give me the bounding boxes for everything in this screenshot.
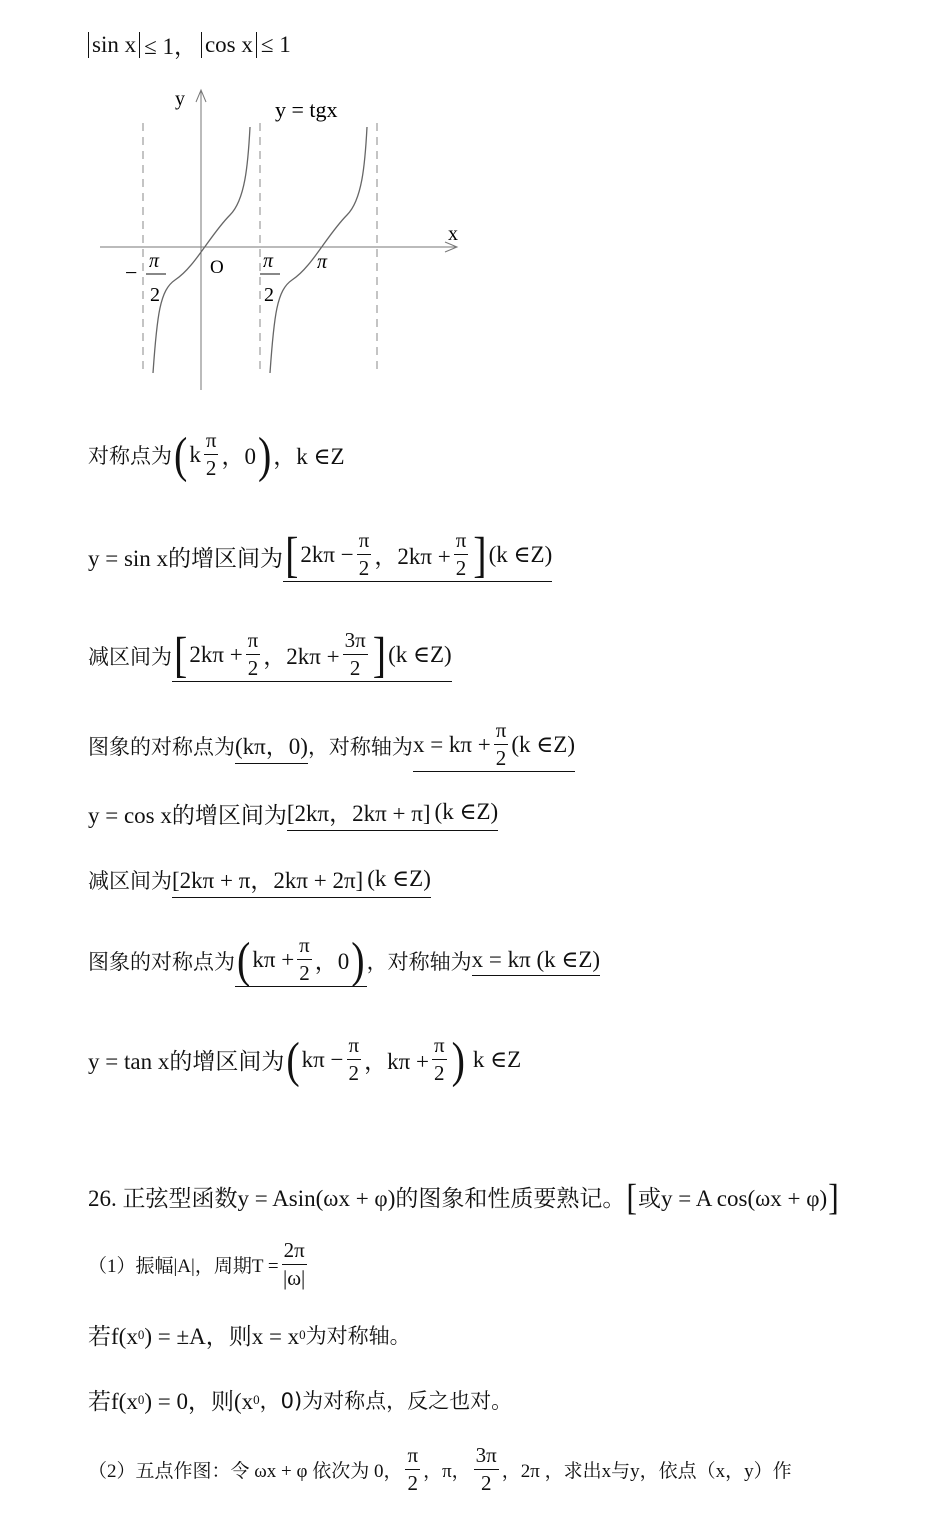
p1a-sub2: 0 [299,1326,306,1342]
half-pi-num: π [263,250,274,272]
sin-inc-frac2: $\frac{\pi}{2}$ [455,528,467,580]
tan-sym-k: k [189,441,201,467]
section-26-title: 26. 正弦型函数y = Asin(ωx + φ)的图象和性质要熟记。 [ 或y = A cos(ωx + φ) ] [88,1175,839,1218]
period-frac [282,1240,307,1289]
sin-sym-cond: (k ∈Z) [511,731,576,757]
sin-abs: sin x [88,32,140,58]
cos-decreasing-line [88,862,431,898]
cos-inc-text: [2kπ，2kπ + π] [286,801,431,826]
neg-sign: − [125,260,138,285]
tan-inc-cond: k ∈Z [472,1046,522,1072]
cos-dec-label: 减区间为 [88,869,172,893]
cos-sym-b: ，0 [314,949,350,974]
p2-frac2: $\frac{3\pi}{2}$ [475,1443,497,1495]
sin-inc-b: ，2kπ + [374,544,451,569]
p2-frac1: $\frac{\pi}{2}$ [407,1443,419,1495]
point-1a-line [88,1318,411,1351]
pi-label: π [317,251,328,273]
paren-open: ( [174,425,188,482]
neg-half-pi-den: 2 [150,284,160,306]
y-axis-label: y [175,88,185,110]
cos-sym-frac: $\frac{\pi}{2}$ [299,933,310,985]
tan-sym-cond: ，k ∈Z [273,444,345,469]
sin-inc-interval: [ 2kπ − $\frac{\pi}{2}$ ，2kπ + $\frac{\pi}{2}$ ] (k ∈Z) [285,525,553,582]
x-axis-label: x [448,223,458,245]
p1a-a: 若f(x [88,1324,138,1349]
sin-sym-label: 图象的对称点为 [88,735,235,759]
s26-alt: 或y = A cos(ωx + φ) [638,1186,828,1211]
p1a-sub: 0 [137,1326,145,1342]
sin-dec-b: ，2kπ + [263,644,340,669]
tan-inc-a: kπ − [301,1046,344,1072]
p2-b: ，π， [423,1461,471,1482]
sin-sym-point: (kπ，0) [235,728,308,764]
sin-increasing-line [88,525,553,582]
cos-inc-interval [287,795,498,831]
period-den: |ω| [283,1266,306,1290]
sin-dec-frac1: $\frac{\pi}{2}$ [247,628,259,680]
le1-text: ≤ 1， [144,34,197,59]
sin-dec-interval: [ 2kπ + $\frac{\pi}{2}$ ，2kπ + $\frac{3\pi}{2}$ ] (k ∈Z) [174,625,452,682]
tan-increasing-line: y = tan x的增区间为 ( kπ − $\frac{\pi}{2}$ ，kπ + $\frac{\pi}{2}$ ) k ∈Z [88,1030,522,1087]
sin-inc-a: 2kπ − [300,541,354,567]
cos-dec-cond: (k ∈Z) [367,865,431,891]
half-pi-den: 2 [264,284,274,306]
period-num: 2π [282,1240,307,1265]
bounds-line [88,28,291,61]
sin-inc-cond: (k ∈Z) [488,541,553,567]
p1b-sub2: 0 [253,1391,260,1407]
cos-inc-cond: (k ∈Z) [434,798,499,824]
sin-dec-label: 减区间为 [88,645,172,669]
cos-sym-label: 图象的对称点为 [88,950,235,974]
frac-den: 2 [205,456,217,480]
s26-title: 26. 正弦型函数y = Asin(ωx + φ)的图象和性质要熟记。 [88,1186,626,1211]
frac-num: π [204,430,219,455]
cos-sym-axis-label: ，对称轴为 [366,950,472,974]
cos-dec-interval [172,862,431,898]
sin-inc-frac1: $\frac{\pi}{2}$ [358,528,370,580]
tan-inc-frac1: $\frac{\pi}{2}$ [348,1033,360,1085]
tan-sym-rest: ，0 [221,444,256,469]
sin-dec-frac2: $\frac{3\pi}{2}$ [344,628,366,680]
sin-symmetry-line [88,720,575,772]
cos-sym-axis: x = kπ (k ∈Z) [472,947,600,976]
tan-sym-label: 对称点为 [88,443,172,468]
origin-label: O [210,257,224,278]
tan-inc-label: y = tan x的增区间为 [88,1049,285,1074]
cos-symmetry-line [88,930,601,987]
cos-increasing-line [88,795,498,831]
sin-decreasing-line [88,625,452,682]
sin-sym-frac: $\frac{\pi}{2}$ [495,718,507,770]
p1b-sub: 0 [137,1391,145,1407]
le1b-text: ≤ 1 [260,31,291,57]
cos-abs: cos x [201,32,257,58]
point-2-line [88,1445,792,1494]
sin-sym-axis-label: ，对称轴为 [307,735,413,759]
graph-title: y = tgx [275,97,338,122]
p2-c: ，2π ，求出x与y，依点（x，y）作 [501,1461,792,1482]
neg-half-pi-num: π [149,250,160,272]
sin-dec-a: 2kπ + [189,641,243,667]
tan-symmetry-line [88,425,345,482]
tan-inc-frac2: $\frac{\pi}{2}$ [433,1033,445,1085]
sin-sym-axis-text: x = kπ + [412,731,491,757]
tan-branch-2 [270,127,367,373]
cos-inc-label: y = cos x的增区间为 [88,802,287,828]
point-1-line [88,1240,310,1289]
cos-sym-point: ( kπ + $\frac{\pi}{2}$ ，0 ) [237,930,365,987]
sin-dec-cond: (k ∈Z) [388,641,452,667]
tan-inc-b: ，kπ + [364,1049,429,1074]
p1b-b: ) = 0，则(x [144,1389,254,1414]
cos-sym-a: kπ + [252,946,295,972]
p1b-c: ，0)为对称点，反之也对。 [259,1388,513,1413]
paren-close: ) [257,425,272,482]
cos-dec-text: [2kπ + π，2kπ + 2π] [172,868,364,893]
sin-sym-axis [413,720,575,772]
p1-label: （1）振幅|A|，周期T = [88,1256,279,1277]
p2-a: （2）五点作图：令 ωx + φ 依次为 0， [88,1461,403,1482]
tan-sym-frac [204,430,219,479]
p1a-b: ) = ±A，则x = x [144,1324,300,1349]
p1b-a: 若f(x [88,1389,138,1414]
sin-inc-label: y = sin x的增区间为 [88,545,284,571]
p1a-c: 为对称轴。 [305,1323,411,1348]
point-1b-line [88,1383,512,1416]
tan-graph [95,85,475,395]
